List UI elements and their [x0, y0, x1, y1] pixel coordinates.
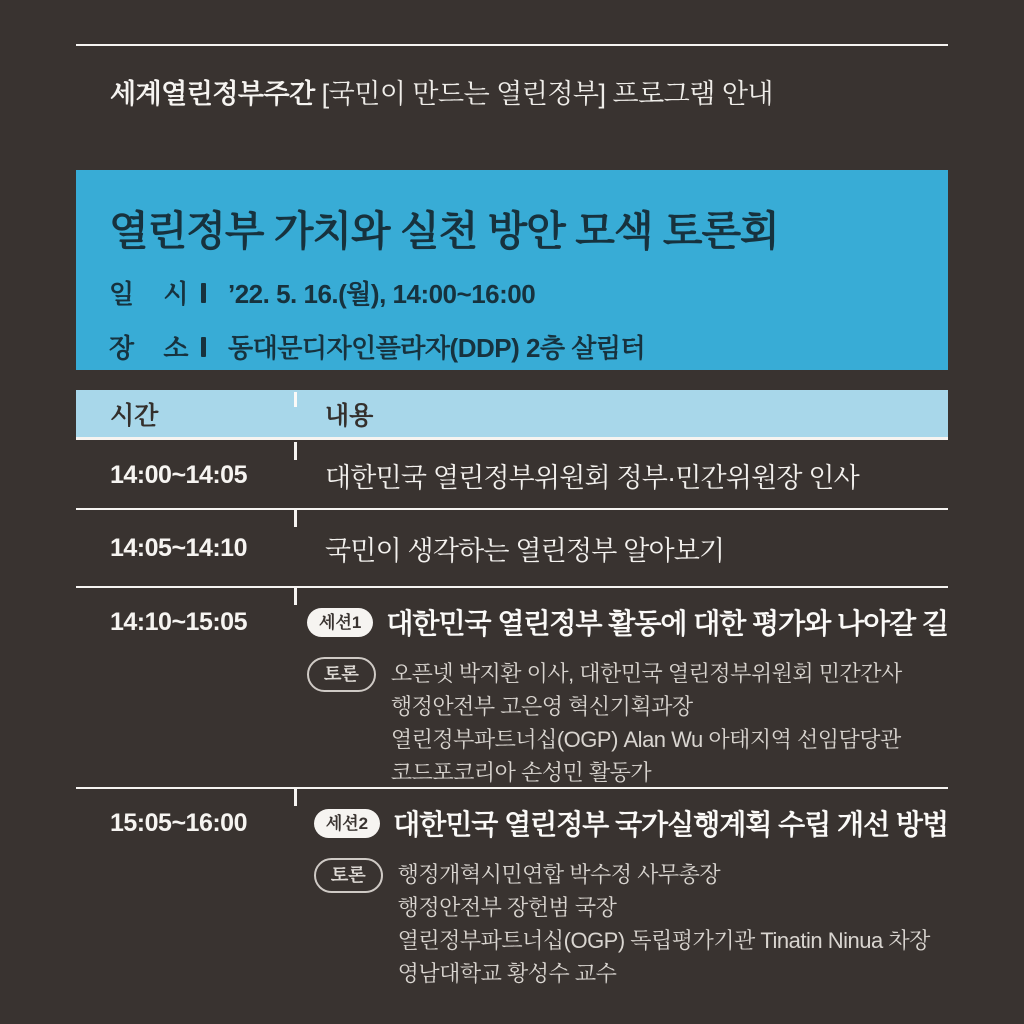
- table-row: [76, 508, 948, 586]
- session-title-line: [314, 803, 948, 843]
- table-row: [76, 787, 948, 1024]
- panelist-list: [391, 657, 902, 789]
- column-header-time: 시간: [110, 401, 159, 430]
- table-header: [76, 390, 948, 440]
- table-row: [76, 586, 948, 787]
- panelist: 영남대학교 황성수 교수: [397, 961, 617, 986]
- datetime-value: ’22. 5. 16.(월), 14:00~16:00: [228, 279, 536, 309]
- location-value: 동대문디자인플라자(DDP) 2층 살림터: [228, 333, 646, 363]
- event-title: 열린정부 가치와 실천 방안 모색 토론회: [109, 208, 779, 254]
- row-time: 14:05~14:10: [110, 533, 247, 562]
- panelist: 열린정부파트너십(OGP) 독립평가기관 Tinatin Ninua 차장: [397, 928, 930, 953]
- panelist: 코드포코리아 손성민 활동가: [390, 760, 652, 785]
- location-label: 장 소: [109, 333, 189, 363]
- row-content: [283, 789, 948, 1024]
- page-header-rest: [국민이 만드는 열린정부] 프로그램 안내: [314, 79, 773, 109]
- label-divider-bar: [201, 337, 206, 357]
- session-badge: 세션2: [314, 809, 380, 838]
- session-title-line: [307, 602, 948, 642]
- event-datetime-row: [109, 274, 948, 311]
- row-time: 15:05~16:00: [110, 809, 247, 837]
- page-header: [110, 72, 773, 111]
- panelist: 행정안전부 장헌범 국장: [397, 895, 617, 920]
- panelist: 행정개혁시민연합 박수정 사무총장: [397, 862, 721, 887]
- row-content: 대한민국 열린정부위원회 정부·민간위원장 인사: [325, 463, 859, 493]
- session-badge: 세션1: [307, 608, 373, 637]
- label-divider-bar: [201, 283, 206, 303]
- row-content: [276, 588, 948, 787]
- session-title: 대한민국 열린정부 활동에 대한 평가와 나아갈 길: [386, 608, 948, 639]
- page-header-strong: 세계열린정부주간: [110, 79, 315, 109]
- panelist-list: [398, 858, 930, 990]
- discussion-block: [314, 858, 948, 990]
- panelist: 오픈넷 박지환 이사, 대한민국 열린정부위원회 민간간사: [390, 661, 902, 686]
- event-location-row: [109, 328, 948, 365]
- row-content: 국민이 생각하는 열린정부 알아보기: [325, 535, 725, 566]
- panelist: 열린정부파트너십(OGP) Alan Wu 아태지역 선임담당관: [390, 727, 901, 752]
- row-time: 14:10~15:05: [110, 608, 247, 636]
- column-header-content: 내용: [325, 401, 374, 430]
- session-title: 대한민국 열린정부 국가실행계획 수립 개선 방법: [393, 809, 948, 840]
- program-table: [76, 443, 948, 1024]
- table-row: [76, 443, 948, 508]
- panelist: 행정안전부 고은영 혁신기획과장: [390, 694, 693, 719]
- datetime-label: 일 시: [109, 279, 189, 309]
- top-rule: [76, 44, 948, 46]
- event-hero-box: [76, 170, 948, 370]
- row-time: 14:00~14:05: [110, 461, 247, 489]
- discussion-badge: 토론: [314, 858, 383, 893]
- discussion-badge: 토론: [307, 657, 376, 692]
- discussion-block: [307, 657, 948, 789]
